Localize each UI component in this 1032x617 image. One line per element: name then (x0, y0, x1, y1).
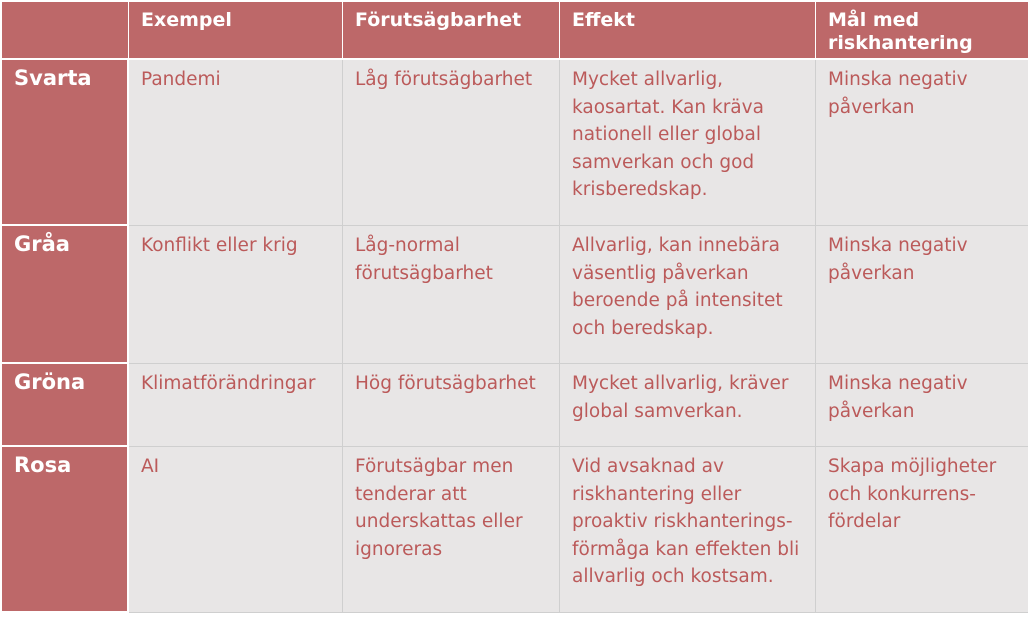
cell-svarta-mal: Minska negativ påverkan (816, 60, 1028, 226)
cell-rosa-mal: Skapa möjligheter och konkurrens-fördelar (816, 447, 1028, 613)
cell-rosa-effekt: Vid avsaknad av riskhantering eller proaktiv riskhanterings-förmåga kan effekten bli allvarlig och kostsam. (560, 447, 816, 613)
header-forutsagbarhet: Förutsägbarhet (343, 2, 560, 60)
row-label-svarta: Svarta (2, 60, 129, 226)
cell-svarta-exempel: Pandemi (129, 60, 343, 226)
cell-svarta-effekt: Mycket allvarlig, kaosartat. Kan kräva nationell eller global samverkan och god krisberedskap. (560, 60, 816, 226)
cell-grona-exempel: Klimatförändringar (129, 364, 343, 447)
row-label-graa: Gråa (2, 226, 129, 364)
row-label-grona: Gröna (2, 364, 129, 447)
header-exempel: Exempel (129, 2, 343, 60)
cell-grona-effekt: Mycket allvarlig, kräver global samverkan. (560, 364, 816, 447)
cell-graa-exempel: Konflikt eller krig (129, 226, 343, 364)
row-label-rosa: Rosa (2, 447, 129, 613)
cell-graa-mal: Minska negativ påverkan (816, 226, 1028, 364)
cell-svarta-forutsagbarhet: Låg förutsägbarhet (343, 60, 560, 226)
cell-graa-effekt: Allvarlig, kan innebära väsentlig påverkan beroende på intensitet och beredskap. (560, 226, 816, 364)
cell-rosa-exempel: AI (129, 447, 343, 613)
header-corner-cell (2, 2, 129, 60)
cell-grona-forutsagbarhet: Hög förutsägbarhet (343, 364, 560, 447)
cell-rosa-forutsagbarhet: Förutsägbar men tenderar att underskattas eller ignoreras (343, 447, 560, 613)
risk-table (2, 2, 1028, 613)
header-mal-med-riskhantering: Mål med riskhantering (816, 2, 1028, 60)
cell-graa-forutsagbarhet: Låg-normal förutsägbarhet (343, 226, 560, 364)
cell-grona-mal: Minska negativ påverkan (816, 364, 1028, 447)
header-effekt: Effekt (560, 2, 816, 60)
